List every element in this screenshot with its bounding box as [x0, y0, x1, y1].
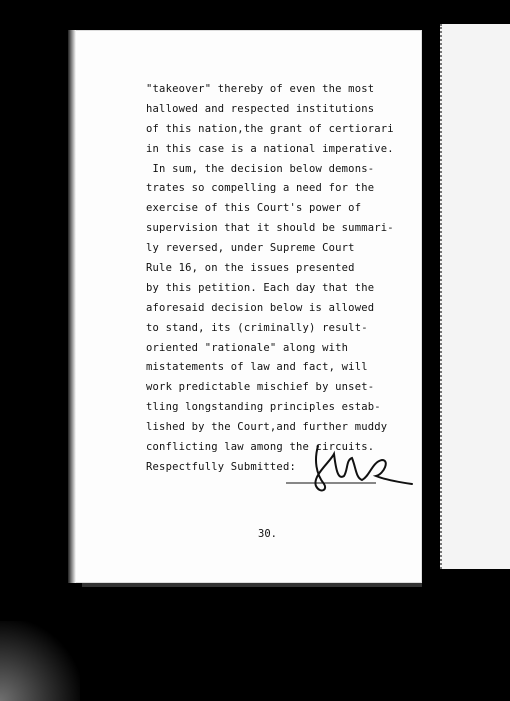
text-line: supervision that it should be summari-	[146, 222, 394, 235]
text-line: exercise of this Court's power of	[146, 202, 362, 215]
text-line: tling longstanding principles estab-	[146, 401, 381, 414]
text-line: lished by the Court,and further muddy	[146, 421, 388, 434]
handwritten-signature	[286, 440, 416, 500]
page-curl-shadow	[68, 30, 76, 583]
text-line: oriented "rationale" along with	[146, 341, 349, 354]
text-line: conflicting law among the circuits.	[146, 441, 375, 454]
text-line: hallowed and respected institutions	[146, 102, 375, 115]
text-line: of this nation,the grant of certiorari	[146, 122, 394, 135]
text-line: In sum, the decision below demons-	[146, 162, 375, 175]
text-line: trates so compelling a need for the	[146, 182, 375, 195]
text-line: by this petition. Each day that the	[146, 281, 375, 294]
text-line: to stand, its (criminally) result-	[146, 321, 368, 334]
page-number: 30.	[258, 528, 277, 540]
text-line: mistatements of law and fact, will	[146, 361, 368, 374]
signature-line-label: Respectfully Submitted:	[146, 460, 296, 473]
body-text	[146, 80, 416, 478]
text-line: "takeover" thereby of even the most	[146, 83, 375, 95]
text-line: Rule 16, on the issues presented	[146, 262, 355, 275]
text-line: ly reversed, under Supreme Court	[146, 242, 355, 255]
text-line: work predictable mischief by unset-	[146, 381, 375, 394]
page-bottom-edge	[82, 583, 422, 587]
text-line: aforesaid decision below is allowed	[146, 301, 375, 314]
scan-noise	[0, 621, 80, 701]
text-line: in this case is a national imperative.	[146, 142, 394, 155]
adjacent-page-edge	[440, 24, 510, 569]
